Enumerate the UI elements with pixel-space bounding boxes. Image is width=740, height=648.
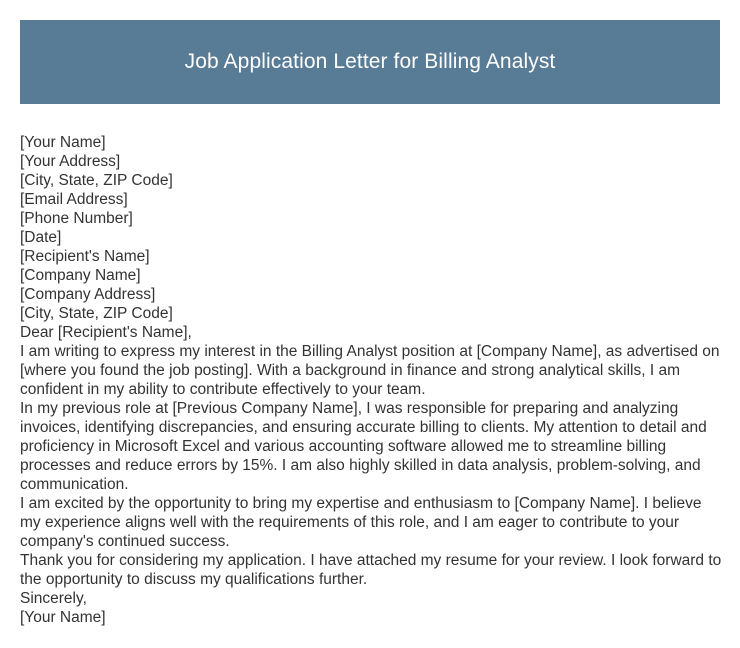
recipient-company-address: [Company Address] — [20, 286, 156, 303]
paragraph-experience: In my previous role at [Previous Company Name], I was responsible for preparing and analyzing invoices, identifying discrepancies, and ensuring accurate billing to clients. My attention to detail and proficiency in Microsoft Excel and various accounting software allowed me to streamline billing processes and reduce errors by 15%. I am also highly skilled in data analysis, problem-solving, and communication. — [20, 400, 707, 493]
salutation: Dear [Recipient's Name], — [20, 324, 192, 341]
recipient-city-state-zip: [City, State, ZIP Code] — [20, 305, 173, 322]
sender-name: [Your Name] — [20, 134, 106, 151]
paragraph-motivation: I am excited by the opportunity to bring my expertise and enthusiasm to [Company Name]. I believe my experience aligns well with the requirements of this role, and I am eager to contribute to your company's continued success. — [20, 495, 702, 550]
sender-city-state-zip: [City, State, ZIP Code] — [20, 172, 173, 189]
signature: [Your Name] — [20, 609, 106, 626]
recipient-name: [Recipient's Name] — [20, 248, 150, 265]
recipient-company: [Company Name] — [20, 267, 141, 284]
sender-address: [Your Address] — [20, 153, 121, 170]
title-banner — [20, 20, 720, 104]
letter-date: [Date] — [20, 229, 62, 246]
sender-email: [Email Address] — [20, 191, 128, 208]
paragraph-intro: I am writing to express my interest in the Billing Analyst position at [Company Name], as advertised on [where you found the job posting]. With a background in finance and strong analytical skills, I am confident in my ability to contribute effectively to your team. — [20, 343, 720, 398]
letter-body — [20, 133, 725, 627]
page-title: Job Application Letter for Billing Analyst — [184, 50, 556, 73]
closing: Sincerely, — [20, 590, 87, 607]
paragraph-thanks: Thank you for considering my application. I have attached my resume for your review. I look forward to the opportunity to discuss my qualifications further. — [20, 552, 722, 588]
sender-phone: [Phone Number] — [20, 210, 133, 227]
